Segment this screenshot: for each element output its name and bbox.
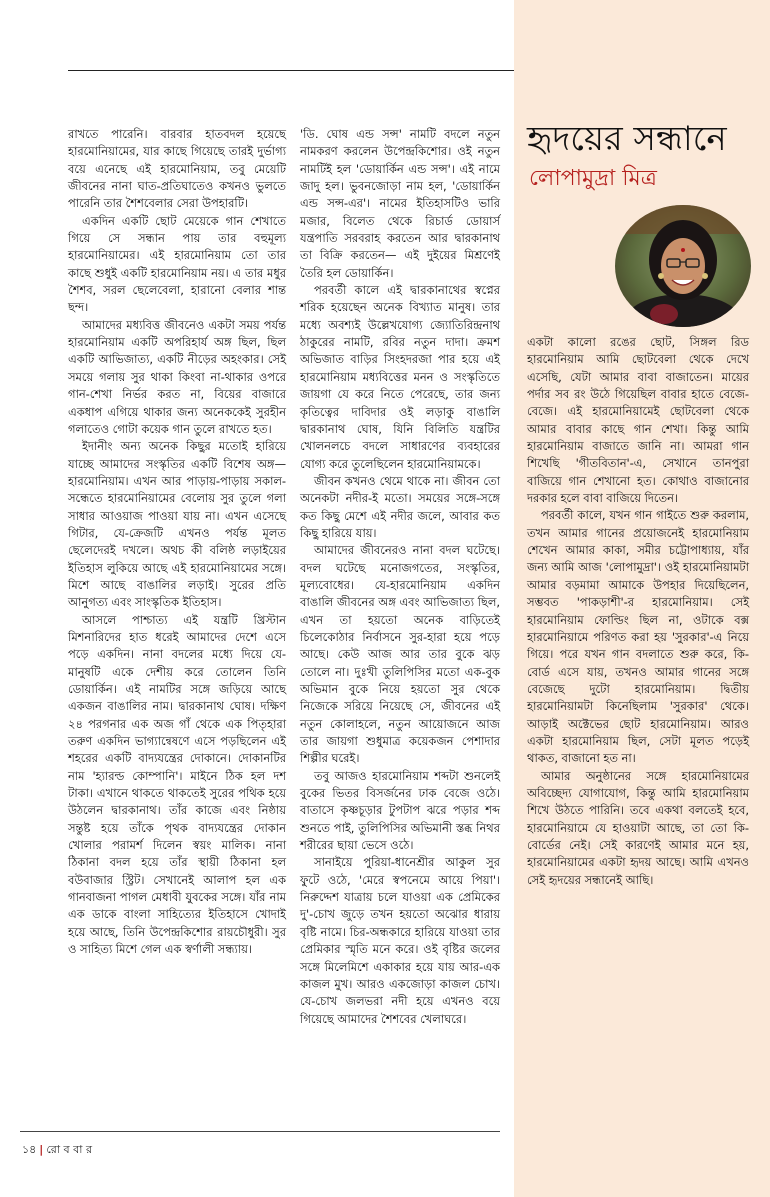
footer-separator: |: [39, 1143, 44, 1156]
paragraph: পরবর্তী কালে এই দ্বারকানাথের স্বপ্নের শরিক হয়েছেন অনেক বিখ্যাত মানুষ। তার মধ্যে অবশ্যই উল্লেখযোগ্য জ্যোতিরিন্দ্রনাথ ঠাকুরের নামটি, রবির নতুন দাদা। ক্রমশ অভিজাত বাড়ির সিংহদরজা পার হয়ে এই হারমোনিয়াম মধ্যবিত্তের মনন ও সংস্কৃতিতে জায়গা যে করে নিতে পেরেছে, তার জন্য কৃতিত্বের দাবিদার ওই লড়াকু বাঙালি দ্বারকানাথ ঘোষ, যিনি বিলিতি যন্ত্রটির খোলনলচে বদলে সাধারণের ব্যবহারের যোগ্য করে তুলেছিলেন হারমোনিয়ামকে।: [300, 283, 500, 471]
author-name: লোপামুদ্রা মিত্র: [529, 166, 657, 191]
magazine-name: রো ব বা র: [46, 1143, 92, 1156]
article-column-2: [300, 126, 500, 1028]
paragraph: একটা কালো রঙের ছোট, সিঙ্গল রিড হারমোনিয়াম আমি ছোটবেলা থেকে দেখে এসেছি, যেটা আমার বাবা বাজাতেন। মায়ের পর্দার সব রং উঠে গিয়েছিল বাবার হাতে বেজে-বেজে। এই হারমোনিয়ামেই ছোটবেলা থেকে আমার বাবার কাছে গান শেখা। কিন্তু আমি হারমোনিয়াম বাজাতে জানি না। আমরা গান শিখেছি 'গীতবিতান'-এ, সেখানে তানপুরা বাজিয়ে গান শেখানো হত। কোথাও বাজানোর দরকার হলে বাবা বাজিয়ে দিতেন।: [527, 335, 749, 506]
paragraph: সানাইয়ে পুরিয়া-ধানেশ্রীর আকুল সুর ফুটে ওঠে, 'মেরে স্বপনেমে আয়ে পিয়া'। নিরুদ্দেশ যাত্রায় চলে যাওয়া এক প্রেমিকের দু'-চোখ জুড়ে তখন হয়তো অঝোর ধারায় বৃষ্টি নামে। চির-অন্ধকারে হারিয়ে যাওয়া তার প্রেমিকার স্মৃতি মনে করে। ওই বৃষ্টির জলের সঙ্গে মিলেমিশে একাকার হয়ে যায় আর-এক কাজল মুখ। আরও একজোড়া কাজল চোখ। যে-চোখ জলভরা নদী হয়ে এখনও বয়ে গিয়েছে আমাদের শৈশবের খেলাঘরে।: [300, 855, 500, 1026]
paragraph: পরবর্তী কালে, যখন গান গাইতে শুরু করলাম, তখন আমার গানের প্রয়োজনেই হারমোনিয়াম শেখেন আমার কাকা, সমীর চট্টোপাধ্যায়, যাঁর জন্য আমি আজ 'লোপামুদ্রা'। ওই হারমোনিয়ামটা আমার বড়মামা আমাকে উপহার দিয়েছিলেন, সম্ভবত 'পাকড়াশী'-র হারমোনিয়াম। সেই হারমোনিয়াম ফোল্ডিং ছিল না, ওটাকে বক্স হারমোনিয়ামে পরিণত করা হয় 'সুরকার'-এ নিয়ে গিয়ে। পরে যখন গান বদলাতে শুরু করে, কি-বোর্ড এসে যায়, তখনও আমার গানের সঙ্গে বেজেছে দুটো হারমোনিয়াম। দ্বিতীয় হারমোনিয়ামটা কিনেছিলাম 'সুরকার' থেকে। আড়াই অক্টেভের ছোট হারমোনিয়াম। আরও একটা হারমোনিয়াম ছিল, সেটা মূলত পড়েই থাকত, বাজানো হত না।: [527, 508, 749, 766]
sidebar-column: [527, 334, 749, 889]
paragraph: জীবন কখনও থেমে থাকে না। জীবন তো অনেকটা নদীর-ই মতো। সময়ের সঙ্গে-সঙ্গে কত কিছু মেশে এই নদীর জলে, আবার কত কিছু হারিয়ে যায়।: [300, 473, 500, 540]
paragraph: তবু আজও হারমোনিয়াম শব্দটা শুনলেই বুকের ভিতর বিসর্জনের ঢাক বেজে ওঠে। বাতাসে কৃষ্ণচূড়ার টুপটাপ ঝরে পড়ার শব্দ শুনতে পাই, তুলিপিসির অভিমানী স্তব্ধ নিথর শরীরের ছায়া ভেসে ওঠে।: [300, 768, 500, 853]
paragraph: আমাদের জীবনেরও নানা বদল ঘটেছে। বদল ঘটেছে মনোজগতের, সংস্কৃতির, মূল্যবোধের। যে-হারমোনিয়াম একদিন বাঙালি জীবনের অঙ্গ এবং আভিজাত্য ছিল, এখন তা হয়তো অনেক বাড়িতেই চিলেকোঠার নির্বাসনে সুর-হারা হয়ে পড়ে আছে। কেউ আজ আর তার বুকে ঝড় তোলে না। দুঃখী তুলিপিসির মতো এক-বুক অভিমান বুকে নিয়ে হয়তো সুর থেকে নিজেকে সরিয়ে নিয়েছে সে, জীবনের এই নতুন কোলাহলে, নতুন আয়োজনে আজ তার জায়গা শুধুমাত্র কয়েকজন পেশাদার শিল্পীর ঘরেই।: [300, 543, 500, 766]
paragraph: একদিন একটি ছোট মেয়েকে গান শেখাতে গিয়ে সে সন্ধান পায় তার বহুমূল্য হারমোনিয়ামের। এই হারমোনিয়াম তো তার কাছে শুধুই একটি হারমোনিয়াম নয়। এ তার মধুর শৈশব, সরল ছেলেবেলা, হারানো বেলার শান্ত ছন্দ।: [68, 213, 286, 315]
footer-rule: [20, 1131, 500, 1132]
author-portrait: [614, 204, 752, 328]
article-title: হৃদয়ের সন্ধানে: [527, 119, 727, 159]
paragraph: আসলে পাশ্চাত্য এই যন্ত্রটি খ্রিস্টান মিশনারিদের হাত ধরেই আমাদের দেশে এসে পড়ে একদিন। নানা বদলের মধ্যে দিয়ে যে-মানুষটি একে দেশীয় করে তোলেন তিনি ডোয়ার্কিন। এই নামটির সঙ্গে জড়িয়ে আছে একজন বাঙালির নাম। দ্বারকানাথ ঘোষ। দক্ষিণ ২৪ পরগনার এক অজ গাঁ থেকে এক পিতৃহারা তরুণ একদিন ভাগ্যান্বেষণে এসে পড়ছিলেন এই শহরের একটি বাদ্যযন্ত্রের দোকানে। দোকানটির নাম 'হ্যারল্ড কোম্পানি'। মাইনে ঠিক হল দশ টাকা। এখানে থাকতে থাকতেই সুরের পথিক হয়ে উঠলেন দ্বারকানাথ। তাঁর কাজে এবং নিষ্ঠায় সন্তুষ্ট হয়ে তাঁকে পৃথক বাদ্যযন্ত্রের দোকান খোলার পরামর্শ দিলেন স্বয়ং মালিক। নানা ঠিকানা বদল হয়ে তাঁর স্থায়ী ঠিকানা হল বউবাজার স্ট্রিট। সেখানেই আলাপ হল এক গানবাজনা পাগল মেধাবী যুবকের সঙ্গে। যাঁর নাম এক ডাকে বাংলা সাহিত্যের ইতিহাসে খোদাই হয়ে আছে, তিনি উপেন্দ্রকিশোর রায়চৌধুরী। সুর ও সাহিত্য মিশে গেল এক স্বর্ণালী সন্ধ্যায়।: [68, 612, 286, 957]
page-number: ১৪: [22, 1143, 37, 1156]
paragraph: ইদানীং অন্য অনেক কিছুর মতোই হারিয়ে যাচ্ছে আমাদের সংস্কৃতির একটি বিশেষ অঙ্গ— হারমোনিয়াম। এখন আর পাড়ায়-পাড়ায় সকাল-সন্ধেতে হারমোনিয়ামের বেলোয় সুর তুলে গলা সাধার আওয়াজ পাওয়া যায় না। এখন এসেছে গিটার, যে-ক্রেজটি এখনও পর্যন্ত মূলত ছেলেদেরই দখলে। অথচ কী বলিষ্ঠ লড়াইয়ের ইতিহাস লুকিয়ে আছে এই হারমোনিয়ামের সঙ্গে। মিশে আছে বাঙালির লড়াই। সুরের প্রতি আনুগত্য এবং সাংস্কৃতিক ইতিহাস।: [68, 439, 286, 610]
article-column-1: [68, 126, 286, 959]
paragraph: আমার অনুষ্ঠানের সঙ্গে হারমোনিয়ামের অবিচ্ছেদ্য যোগাযোগ, কিন্তু আমি হারমোনিয়াম শিখে উঠতে পারিনি। তবে একথা বলতেই হবে, হারমোনিয়ামে যে হাওয়াটা আছে, তা তো কি-বোর্ডের নেই। সেই কারণেই আমার মনে হয়, হারমোনিয়ামের একটা হৃদয় আছে। আমি এখনও সেই হৃদয়ের সন্ধানেই আছি।: [527, 768, 749, 887]
paragraph: রাখতে পারেনি। বারবার হাতবদল হয়েছে হারমোনিয়ামের, যার কাছে গিয়েছে তারই দুর্ভাগ্য বয়ে এনেছে এই হারমোনিয়াম, তবু মেয়েটি জীবনের নানা ঘাত-প্রতিঘাতেও কখনও ভুলতে পারেনি তার শৈশবেলার সেরা উপহারটি।: [68, 127, 286, 211]
paragraph: আমাদের মধ্যবিত্ত জীবনেও একটা সময় পর্যন্ত হারমোনিয়াম একটি অপরিহার্য অঙ্গ ছিল, ছিল একটি আভিজাত্য, একটি নীড়ের অহংকার। সেই সময়ে গলায় সুর থাকা কিংবা না-থাকার ওপরে গান-শেখা নির্ভর করত না, বিয়ের বাজারে একধাপ এগিয়ে থাকার জন্য অনেককেই সুরহীন গলাতেও গোটা কয়েক গান তুলে রাখতে হত।: [68, 317, 286, 436]
page-footer: [22, 1143, 92, 1157]
paragraph: 'ডি. ঘোষ এন্ড সন্স' নামটি বদলে নতুন নামকরণ করলেন উপেন্দ্রকিশোর। ওই নতুন নামটিই হল 'ডোয়ার্কিন এন্ড সন্স'। এই নামে জাদু হল। ভুবনজোড়া নাম হল, 'ডোয়ার্কিন এন্ড সন্স-এর'। নামের ইতিহাসটিও ভারি মজার, বিলেত থেকে রিচার্ড ডোয়ার্স যন্ত্রপাতি সরবরাহ করতেন আর দ্বারকানাথ তা বিক্রি করতেন— এই দুইয়ের মিশ্রণেই তৈরি হল ডোয়ার্কিন।: [300, 127, 500, 280]
top-rule: [68, 70, 514, 71]
